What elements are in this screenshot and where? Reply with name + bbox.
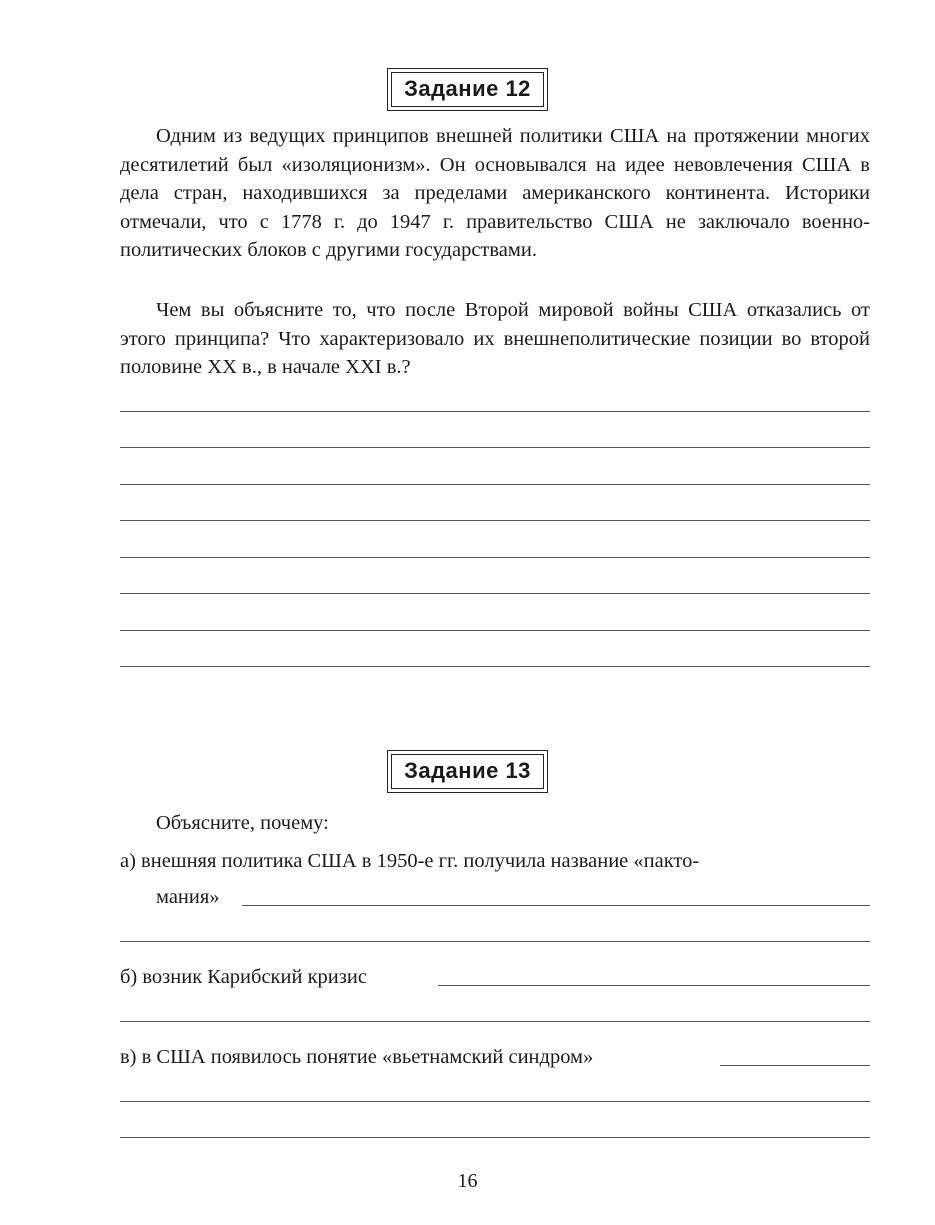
task-13-intro: Объясните, почему:	[156, 812, 329, 834]
task-13-item-a-line-2: мания»	[156, 886, 220, 908]
answer-line[interactable]	[120, 447, 870, 448]
task-13-title: Задание 13	[391, 754, 544, 789]
answer-line[interactable]	[120, 484, 870, 485]
task-12-paragraph-2: Чем вы объясните то, что после Второй мировой войны США отказались от этого принципа? Что характеризовало их внешнеполитические позиции во второй половине XX в., в начале XXI в.?	[120, 299, 870, 378]
item-c-answer-line[interactable]	[120, 1101, 870, 1102]
task-13-header	[0, 754, 935, 789]
task-13-item-a-line-1: а) внешняя политика США в 1950-е гг. получила название «пакто-	[120, 850, 700, 872]
answer-line[interactable]	[120, 593, 870, 594]
answer-line[interactable]	[120, 557, 870, 558]
item-a-answer-line[interactable]	[242, 905, 870, 906]
answer-line[interactable]	[120, 666, 870, 667]
item-c-answer-line[interactable]	[120, 1137, 870, 1138]
task-12-title: Задание 12	[391, 72, 544, 107]
item-b-answer-line[interactable]	[120, 1021, 870, 1022]
item-a-answer-line[interactable]	[120, 941, 870, 942]
task-12-paragraph-1: Одним из ведущих принципов внешней политики США на протяжении многих десятилетий был «изоляционизм». Он основывался на идее невовлечения США в дела стран, находившихся за пределами американского континента. Историки отмечали, что с 1778 г. до 1947 г. правительство США не заключало военно-политических блоков с другими государствами.	[120, 125, 870, 261]
answer-line[interactable]	[120, 630, 870, 631]
task-13-item-c: в) в США появилось понятие «вьетнамский синдром»	[120, 1046, 594, 1068]
task-12-header	[0, 72, 935, 107]
answer-line[interactable]	[120, 520, 870, 521]
task-13-item-b: б) возник Карибский кризис	[120, 966, 367, 988]
item-c-answer-line[interactable]	[720, 1065, 870, 1066]
page-number: 16	[457, 1170, 478, 1192]
item-b-answer-line[interactable]	[438, 985, 870, 986]
answer-line[interactable]	[120, 411, 870, 412]
